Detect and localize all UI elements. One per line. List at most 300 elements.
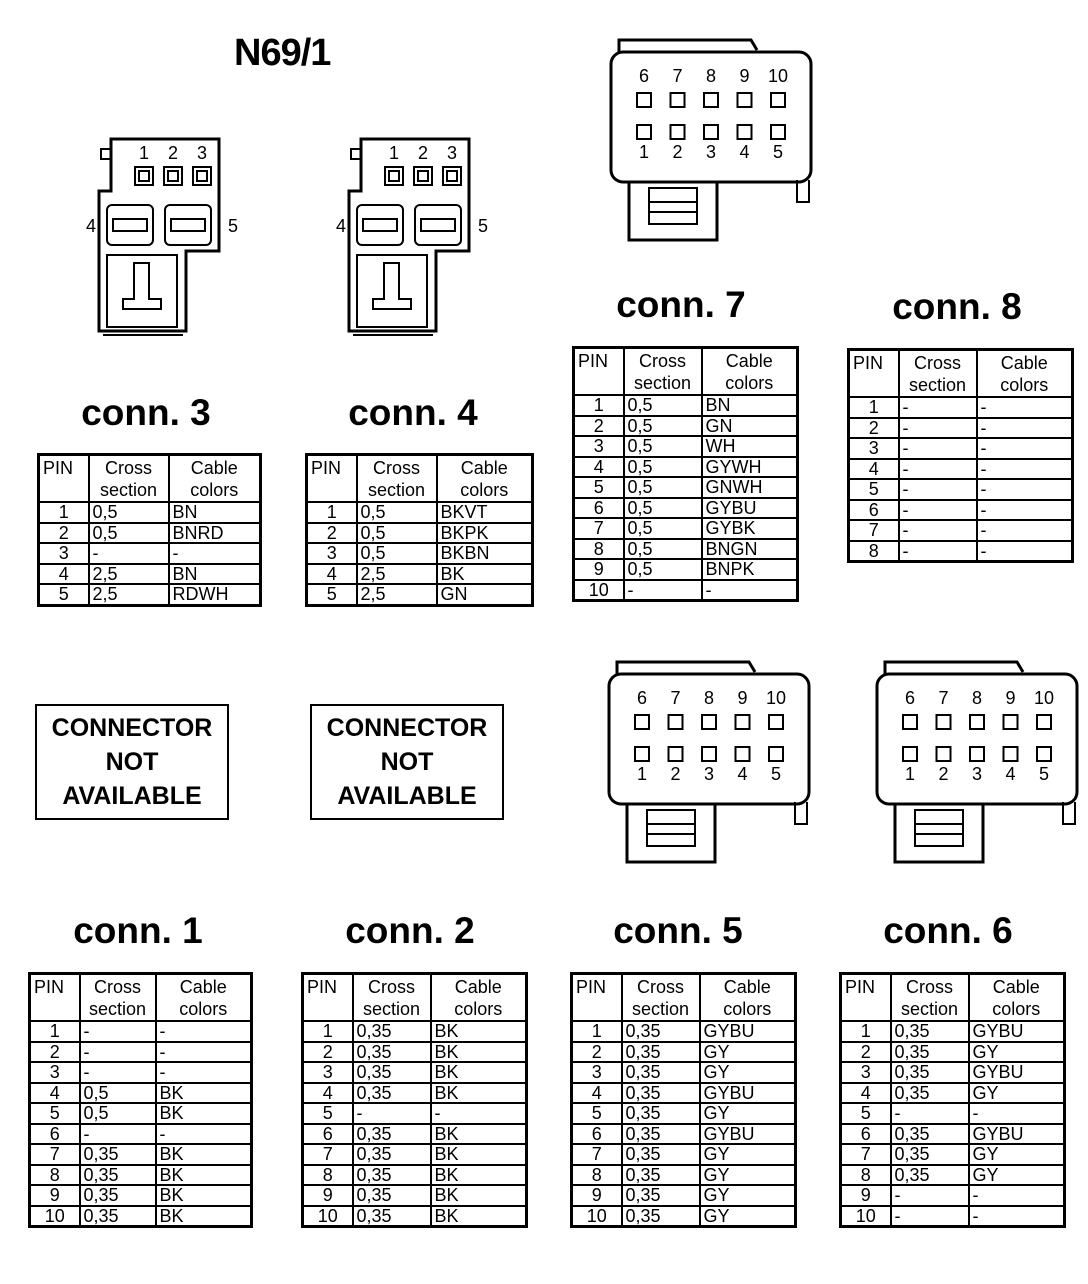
- connector-4-power-contact: [363, 219, 397, 231]
- cross-section-cell: -: [899, 459, 977, 480]
- table-row: [30, 1124, 252, 1145]
- pin-cell: 3: [574, 436, 624, 457]
- header-cross-2: section: [631, 999, 690, 1019]
- connector-7-pin-label: 7: [672, 66, 683, 86]
- table-row: [303, 1124, 527, 1145]
- table-row: [849, 541, 1073, 562]
- pin-cell: 8: [574, 539, 624, 560]
- pin-cell: 6: [574, 498, 624, 519]
- header-pin: PIN: [30, 974, 80, 1022]
- connector-4-pin-cavity: [418, 171, 428, 181]
- table-row: [39, 564, 261, 585]
- cable-color-cell: BKVT: [437, 502, 533, 523]
- cable-color-cell: BKPK: [437, 523, 533, 544]
- table-row: [841, 1103, 1065, 1124]
- cable-color-cell: GY: [700, 1185, 796, 1206]
- cable-color-cell: -: [156, 1124, 252, 1145]
- connector-not-available-1: [35, 704, 229, 820]
- cable-color-cell: GYBU: [700, 1124, 796, 1145]
- table-row: [574, 477, 798, 498]
- table-row: [303, 1185, 527, 1206]
- pin-cell: 6: [30, 1124, 80, 1145]
- table-header: [307, 455, 533, 503]
- header-cross-1: Cross: [93, 977, 141, 997]
- cross-section-cell: 0,5: [89, 523, 169, 544]
- cross-section-cell: 0,5: [624, 395, 702, 416]
- connector-3-pin-cavity: [135, 167, 153, 185]
- table-row: [307, 502, 533, 523]
- header-cross-section: [622, 974, 700, 1022]
- connector-6-pin-label: 6: [904, 688, 916, 708]
- table-row: [572, 1165, 796, 1186]
- header-cable-2: colors: [190, 480, 239, 500]
- table-row: [574, 539, 798, 560]
- header-pin: PIN: [307, 455, 357, 503]
- header-pin: PIN: [303, 974, 353, 1022]
- header-cross-2: section: [362, 999, 421, 1019]
- pin-cell: 5: [307, 584, 357, 605]
- cross-section-cell: 0,5: [624, 539, 702, 560]
- cross-section-cell: 0,35: [891, 1144, 969, 1165]
- header-cross-section: [624, 348, 702, 396]
- header-cross-section: [89, 455, 169, 503]
- table-row: [841, 1021, 1065, 1042]
- conn-7-title: conn. 7: [616, 284, 746, 325]
- pin-cell: 6: [849, 500, 899, 521]
- cable-color-cell: -: [969, 1103, 1065, 1124]
- pin-cell: 10: [574, 580, 624, 601]
- header-cross-1: Cross: [638, 351, 686, 371]
- pin-cell: 8: [849, 541, 899, 562]
- pin-cell: 1: [307, 502, 357, 523]
- pin-cell: 10: [303, 1206, 353, 1227]
- cross-section-cell: 0,35: [891, 1165, 969, 1186]
- table-row: [849, 500, 1073, 521]
- pin-table-conn-6: [839, 972, 1066, 1228]
- cross-section-cell: 0,5: [357, 523, 437, 544]
- cross-section-cell: 2,5: [89, 584, 169, 605]
- pin-cell: 4: [303, 1083, 353, 1104]
- pin-cell: 9: [30, 1185, 80, 1206]
- header-cross-section: [357, 455, 437, 503]
- header-cable-1: Cable: [460, 458, 508, 478]
- connector-4-pin-cavity: [447, 171, 457, 181]
- cable-color-cell: BK: [431, 1042, 527, 1063]
- pin-cell: 1: [849, 397, 899, 418]
- connector-3-pin-label: 2: [167, 143, 179, 163]
- table-row: [572, 1083, 796, 1104]
- connector-7-pin-label: 5: [772, 142, 784, 162]
- pin-cell: 1: [574, 395, 624, 416]
- pin-cell: 7: [849, 520, 899, 541]
- table-row: [30, 1062, 252, 1083]
- cable-color-cell: BK: [156, 1165, 252, 1186]
- connector-3-pin-cavity: [164, 167, 182, 185]
- cross-section-cell: 0,35: [80, 1144, 156, 1165]
- connector-7-pin-label: 8: [705, 66, 717, 86]
- pin-cell: 3: [841, 1062, 891, 1083]
- header-cross-1: Cross: [905, 977, 953, 997]
- pin-cell: 1: [39, 502, 89, 523]
- pin-cell: 4: [841, 1083, 891, 1104]
- header-cross-section: [353, 974, 431, 1022]
- cable-color-cell: -: [977, 520, 1073, 541]
- connector-6-pin-label: 7: [938, 688, 949, 708]
- header-cable-2: colors: [725, 373, 774, 393]
- cross-section-cell: 0,5: [624, 559, 702, 580]
- connector-5-pin-label: 5: [770, 764, 782, 784]
- header-cross-2: section: [908, 375, 967, 395]
- pin-cell: 10: [30, 1206, 80, 1227]
- header-cable-2: colors: [454, 999, 503, 1019]
- cable-color-cell: GY: [700, 1103, 796, 1124]
- header-cross-section: [899, 350, 977, 398]
- cable-color-cell: BK: [431, 1021, 527, 1042]
- cross-section-cell: 0,5: [624, 416, 702, 437]
- pin-cell: 2: [39, 523, 89, 544]
- connector-3-latch: [107, 255, 177, 327]
- connector-7-pin-label: 10: [767, 66, 789, 86]
- cable-color-cell: BK: [156, 1144, 252, 1165]
- cross-section-cell: 2,5: [357, 584, 437, 605]
- header-cable-colors: [700, 974, 796, 1022]
- connector-5-pin-label: 7: [670, 688, 681, 708]
- cross-section-cell: 0,35: [353, 1021, 431, 1042]
- conn-8-title: conn. 8: [892, 286, 1022, 327]
- header-cable-1: Cable: [992, 977, 1040, 997]
- table-row: [307, 543, 533, 564]
- table-row: [39, 543, 261, 564]
- pin-cell: 7: [303, 1144, 353, 1165]
- cross-section-cell: 0,35: [622, 1083, 700, 1104]
- page-title: N69/1: [234, 32, 331, 74]
- cable-color-cell: -: [977, 479, 1073, 500]
- cable-color-cell: -: [969, 1206, 1065, 1227]
- table-row: [574, 518, 798, 539]
- header-cable-1: Cable: [179, 977, 227, 997]
- cable-color-cell: GY: [700, 1144, 796, 1165]
- cable-color-cell: BNGN: [702, 539, 798, 560]
- table-row: [572, 1144, 796, 1165]
- header-cable-1: Cable: [725, 351, 773, 371]
- table-row: [307, 564, 533, 585]
- cable-color-cell: -: [969, 1185, 1065, 1206]
- pin-cell: 2: [303, 1042, 353, 1063]
- header-pin: PIN: [849, 350, 899, 398]
- table-row: [841, 1042, 1065, 1063]
- pin-table-conn-3: [37, 453, 262, 607]
- connector-3-pin-cavity: [193, 167, 211, 185]
- cable-color-cell: -: [977, 541, 1073, 562]
- pin-cell: 3: [303, 1062, 353, 1083]
- table-row: [39, 584, 261, 605]
- cable-color-cell: RDWH: [169, 584, 261, 605]
- table-row: [30, 1103, 252, 1124]
- connector-6-pin-label: 10: [1033, 688, 1055, 708]
- pin-cell: 1: [572, 1021, 622, 1042]
- cable-color-cell: GY: [700, 1042, 796, 1063]
- cross-section-cell: 0,35: [80, 1185, 156, 1206]
- header-cable-1: Cable: [1000, 353, 1048, 373]
- table-row: [841, 1124, 1065, 1145]
- pin-cell: 4: [307, 564, 357, 585]
- cross-section-cell: -: [899, 500, 977, 521]
- pin-cell: 9: [303, 1185, 353, 1206]
- cable-color-cell: -: [431, 1103, 527, 1124]
- cable-color-cell: BK: [156, 1083, 252, 1104]
- connector-4-pin-cavity: [389, 171, 399, 181]
- connector-5-pin-label: 6: [636, 688, 648, 708]
- connector-6-pin-label: 9: [1005, 688, 1016, 708]
- cross-section-cell: -: [80, 1042, 156, 1063]
- pin-cell: 2: [849, 418, 899, 439]
- connector-4-latch-key: [373, 263, 411, 309]
- na-line: AVAILABLE: [62, 782, 202, 810]
- cross-section-cell: -: [353, 1103, 431, 1124]
- pin-cell: 9: [574, 559, 624, 580]
- pin-cell: 5: [841, 1103, 891, 1124]
- table-header: [303, 974, 527, 1022]
- pin-cell: 10: [841, 1206, 891, 1227]
- cross-section-cell: 0,35: [622, 1021, 700, 1042]
- connector-5-pin-label: 9: [737, 688, 748, 708]
- connector-5-pin-label: 1: [636, 764, 648, 784]
- table-header: [574, 348, 798, 396]
- cross-section-cell: -: [899, 397, 977, 418]
- header-cable-colors: [431, 974, 527, 1022]
- cable-color-cell: BNPK: [702, 559, 798, 580]
- header-cross-2: section: [900, 999, 959, 1019]
- header-cable-colors: [437, 455, 533, 503]
- table-row: [841, 1165, 1065, 1186]
- header-cable-colors: [169, 455, 261, 503]
- connector-7-pin-label: 9: [739, 66, 750, 86]
- pin-cell: 4: [849, 459, 899, 480]
- table-row: [303, 1021, 527, 1042]
- pin-cell: 7: [30, 1144, 80, 1165]
- connector-6-latch-inner: [915, 810, 963, 846]
- connector-5-pin-label: 3: [703, 764, 715, 784]
- table-row: [841, 1083, 1065, 1104]
- connector-5-pin-label: 4: [737, 764, 748, 784]
- header-pin: PIN: [574, 348, 624, 396]
- pin-cell: 4: [572, 1083, 622, 1104]
- cross-section-cell: -: [899, 418, 977, 439]
- cross-section-cell: -: [899, 520, 977, 541]
- table-row: [849, 438, 1073, 459]
- table-row: [307, 523, 533, 544]
- cable-color-cell: BK: [431, 1083, 527, 1104]
- pin-cell: 2: [572, 1042, 622, 1063]
- pin-cell: 7: [841, 1144, 891, 1165]
- cable-color-cell: GYWH: [702, 457, 798, 478]
- pin-cell: 9: [572, 1185, 622, 1206]
- cross-section-cell: 0,5: [624, 498, 702, 519]
- header-pin: PIN: [841, 974, 891, 1022]
- table-row: [574, 395, 798, 416]
- pin-cell: 8: [30, 1165, 80, 1186]
- connector-3-latch-key: [123, 263, 161, 309]
- cable-color-cell: GN: [437, 584, 533, 605]
- table-row: [39, 502, 261, 523]
- pin-cell: 3: [307, 543, 357, 564]
- cross-section-cell: 0,5: [357, 543, 437, 564]
- cross-section-cell: 0,35: [80, 1165, 156, 1186]
- header-pin: PIN: [39, 455, 89, 503]
- table-row: [849, 479, 1073, 500]
- cross-section-cell: 2,5: [357, 564, 437, 585]
- cross-section-cell: 0,35: [622, 1124, 700, 1145]
- table-row: [303, 1062, 527, 1083]
- header-cable-colors: [969, 974, 1065, 1022]
- header-cable-1: Cable: [190, 458, 238, 478]
- cross-section-cell: 0,5: [80, 1103, 156, 1124]
- cable-color-cell: WH: [702, 436, 798, 457]
- connector-not-available-2: [310, 704, 504, 820]
- connector-5-pin-label: 8: [703, 688, 715, 708]
- pin-cell: 3: [30, 1062, 80, 1083]
- table-row: [30, 1185, 252, 1206]
- cable-color-cell: GYBU: [700, 1021, 796, 1042]
- cable-color-cell: BK: [431, 1185, 527, 1206]
- cable-color-cell: GY: [700, 1206, 796, 1227]
- pin-cell: 3: [39, 543, 89, 564]
- pin-cell: 3: [572, 1062, 622, 1083]
- pin-cell: 2: [841, 1042, 891, 1063]
- header-cross-2: section: [88, 999, 147, 1019]
- table-row: [572, 1124, 796, 1145]
- cable-color-cell: GYBU: [700, 1083, 796, 1104]
- cable-color-cell: BN: [702, 395, 798, 416]
- connector-4-pin-cavity: [443, 167, 461, 185]
- cross-section-cell: 0,5: [89, 502, 169, 523]
- cross-section-cell: 0,5: [624, 457, 702, 478]
- cable-color-cell: GY: [969, 1165, 1065, 1186]
- cable-color-cell: BNRD: [169, 523, 261, 544]
- connector-6-pin-label: 2: [938, 764, 949, 784]
- cross-section-cell: 0,35: [353, 1165, 431, 1186]
- connector-5-pin-label: 2: [670, 764, 681, 784]
- table-row: [574, 580, 798, 601]
- pin-cell: 4: [30, 1083, 80, 1104]
- pin-cell: 1: [30, 1021, 80, 1042]
- cross-section-cell: 0,35: [622, 1103, 700, 1124]
- pin-cell: 5: [572, 1103, 622, 1124]
- connector-3-pin-label: 3: [196, 143, 208, 163]
- conn-5-title: conn. 5: [613, 910, 743, 951]
- cable-color-cell: BK: [156, 1185, 252, 1206]
- cable-color-cell: BK: [431, 1144, 527, 1165]
- cross-section-cell: 0,35: [353, 1206, 431, 1227]
- table-header: [841, 974, 1065, 1022]
- cable-color-cell: BKBN: [437, 543, 533, 564]
- table-row: [574, 498, 798, 519]
- conn-2-title: conn. 2: [345, 910, 475, 951]
- header-cross-2: section: [99, 480, 158, 500]
- header-cross-1: Cross: [372, 458, 420, 478]
- cross-section-cell: 0,35: [622, 1165, 700, 1186]
- table-row: [30, 1144, 252, 1165]
- cross-section-cell: 2,5: [89, 564, 169, 585]
- header-cross-section: [80, 974, 156, 1022]
- table-row: [303, 1083, 527, 1104]
- cross-section-cell: 0,35: [353, 1083, 431, 1104]
- cable-color-cell: GY: [969, 1042, 1065, 1063]
- connector-4-pin-label: 2: [417, 143, 429, 163]
- pin-cell: 8: [572, 1165, 622, 1186]
- connector-3-power-contact: [113, 219, 147, 231]
- table-header: [30, 974, 252, 1022]
- cable-color-cell: GY: [700, 1165, 796, 1186]
- na-line: CONNECTOR: [326, 714, 488, 742]
- header-cross-1: Cross: [367, 977, 415, 997]
- connector-3-pin-label: 1: [138, 143, 150, 163]
- header-cable-2: colors: [992, 999, 1041, 1019]
- cable-color-cell: GN: [702, 416, 798, 437]
- table-row: [307, 584, 533, 605]
- pin-cell: 9: [841, 1185, 891, 1206]
- connector-7-pin-label: 3: [705, 142, 717, 162]
- cross-section-cell: 0,35: [622, 1185, 700, 1206]
- header-cable-2: colors: [1000, 375, 1049, 395]
- pin-cell: 4: [39, 564, 89, 585]
- cross-section-cell: 0,35: [891, 1062, 969, 1083]
- pin-cell: 5: [849, 479, 899, 500]
- pin-cell: 2: [307, 523, 357, 544]
- cross-section-cell: -: [899, 479, 977, 500]
- connector-5-latch-inner: [647, 810, 695, 846]
- cable-color-cell: -: [977, 500, 1073, 521]
- cable-color-cell: GNWH: [702, 477, 798, 498]
- table-row: [849, 520, 1073, 541]
- connector-6-pin-label: 8: [971, 688, 983, 708]
- cable-color-cell: BN: [169, 564, 261, 585]
- cross-section-cell: 0,5: [80, 1083, 156, 1104]
- cross-section-cell: -: [80, 1062, 156, 1083]
- cross-section-cell: 0,5: [624, 436, 702, 457]
- table-row: [30, 1042, 252, 1063]
- pin-table-conn-8: [847, 348, 1074, 563]
- pin-cell: 6: [841, 1124, 891, 1145]
- cross-section-cell: 0,35: [353, 1062, 431, 1083]
- connector-3-pin-cavity: [197, 171, 207, 181]
- pin-cell: 2: [574, 416, 624, 437]
- cable-color-cell: -: [156, 1042, 252, 1063]
- cross-section-cell: -: [80, 1021, 156, 1042]
- connector-7-latch-inner: [649, 188, 697, 224]
- conn-3-title: conn. 3: [81, 392, 211, 433]
- table-row: [572, 1103, 796, 1124]
- cross-section-cell: -: [891, 1206, 969, 1227]
- pin-table-conn-2: [301, 972, 528, 1228]
- cross-section-cell: 0,35: [353, 1185, 431, 1206]
- cross-section-cell: 0,35: [353, 1124, 431, 1145]
- table-row: [30, 1206, 252, 1227]
- table-header: [572, 974, 796, 1022]
- connector-6-pin-label: 5: [1038, 764, 1050, 784]
- pin-cell: 5: [303, 1103, 353, 1124]
- table-row: [39, 523, 261, 544]
- connector-3-pin-label: 4: [85, 216, 97, 236]
- table-row: [572, 1185, 796, 1206]
- cable-color-cell: BK: [156, 1103, 252, 1124]
- cross-section-cell: -: [899, 438, 977, 459]
- cross-section-cell: 0,35: [891, 1021, 969, 1042]
- cable-color-cell: BK: [431, 1062, 527, 1083]
- cable-color-cell: BK: [431, 1165, 527, 1186]
- connector-6-pin-label: 1: [904, 764, 916, 784]
- conn-4-title: conn. 4: [348, 392, 478, 433]
